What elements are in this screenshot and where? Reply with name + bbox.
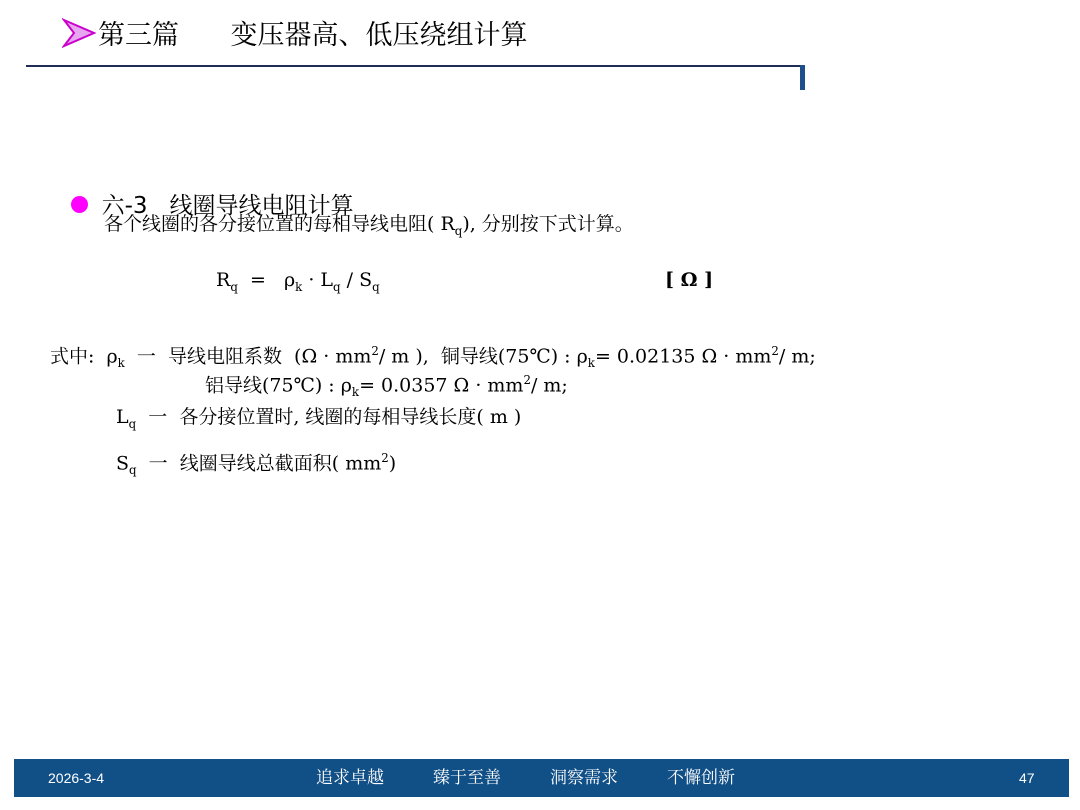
resistance-formula: $R_q = \rho_k \cdot L_q / S_q$	[216, 269, 380, 294]
where-length-line: $L_q$ 一 各分接位置时, 线圈的每相导线长度( m )	[116, 406, 522, 431]
title-divider-end	[800, 65, 805, 90]
arrow-bullet-icon	[62, 16, 96, 50]
intro-text: 各个线圈的各分接位置的每相导线电阻( $R_q$), 分别按下式计算。	[104, 213, 634, 238]
slide-title: 第三篇 变压器高、低压绕组计算	[98, 20, 528, 51]
section-title: 六-3 线圈导线电阻计算	[101, 193, 354, 219]
footer-slogan: 洞察需求	[550, 768, 618, 788]
title-divider	[26, 65, 802, 67]
footer-date: 2026-3-4	[48, 770, 105, 786]
circle-bullet-icon	[71, 196, 88, 213]
where-area-line: $S_q$ 一 线圈导线总截面积( $mm^2$)	[116, 451, 397, 478]
where-rho-line: 式中: $\rho_k$ 一 导线电阻系数 ($\Omega \cdot mm^2/$ m ), 铜导线(75℃) : $\rho_k= 0.02135$ $\Omega \cdot mm^2/$ m;	[50, 344, 816, 371]
where-aluminum-line: 铝导线(75℃) : $\rho_k= 0.0357$ $\Omega \cdot mm^2/$ m;	[205, 373, 568, 400]
slide-footer	[14, 759, 1069, 797]
footer-slogan: 臻于至善	[433, 768, 501, 788]
footer-slogan: 不懈创新	[667, 768, 735, 788]
slide-header	[0, 0, 1080, 100]
footer-slogan: 追求卓越	[316, 768, 384, 788]
page-number: 47	[1019, 770, 1035, 786]
formula-unit: [ Ω ]	[665, 269, 714, 291]
